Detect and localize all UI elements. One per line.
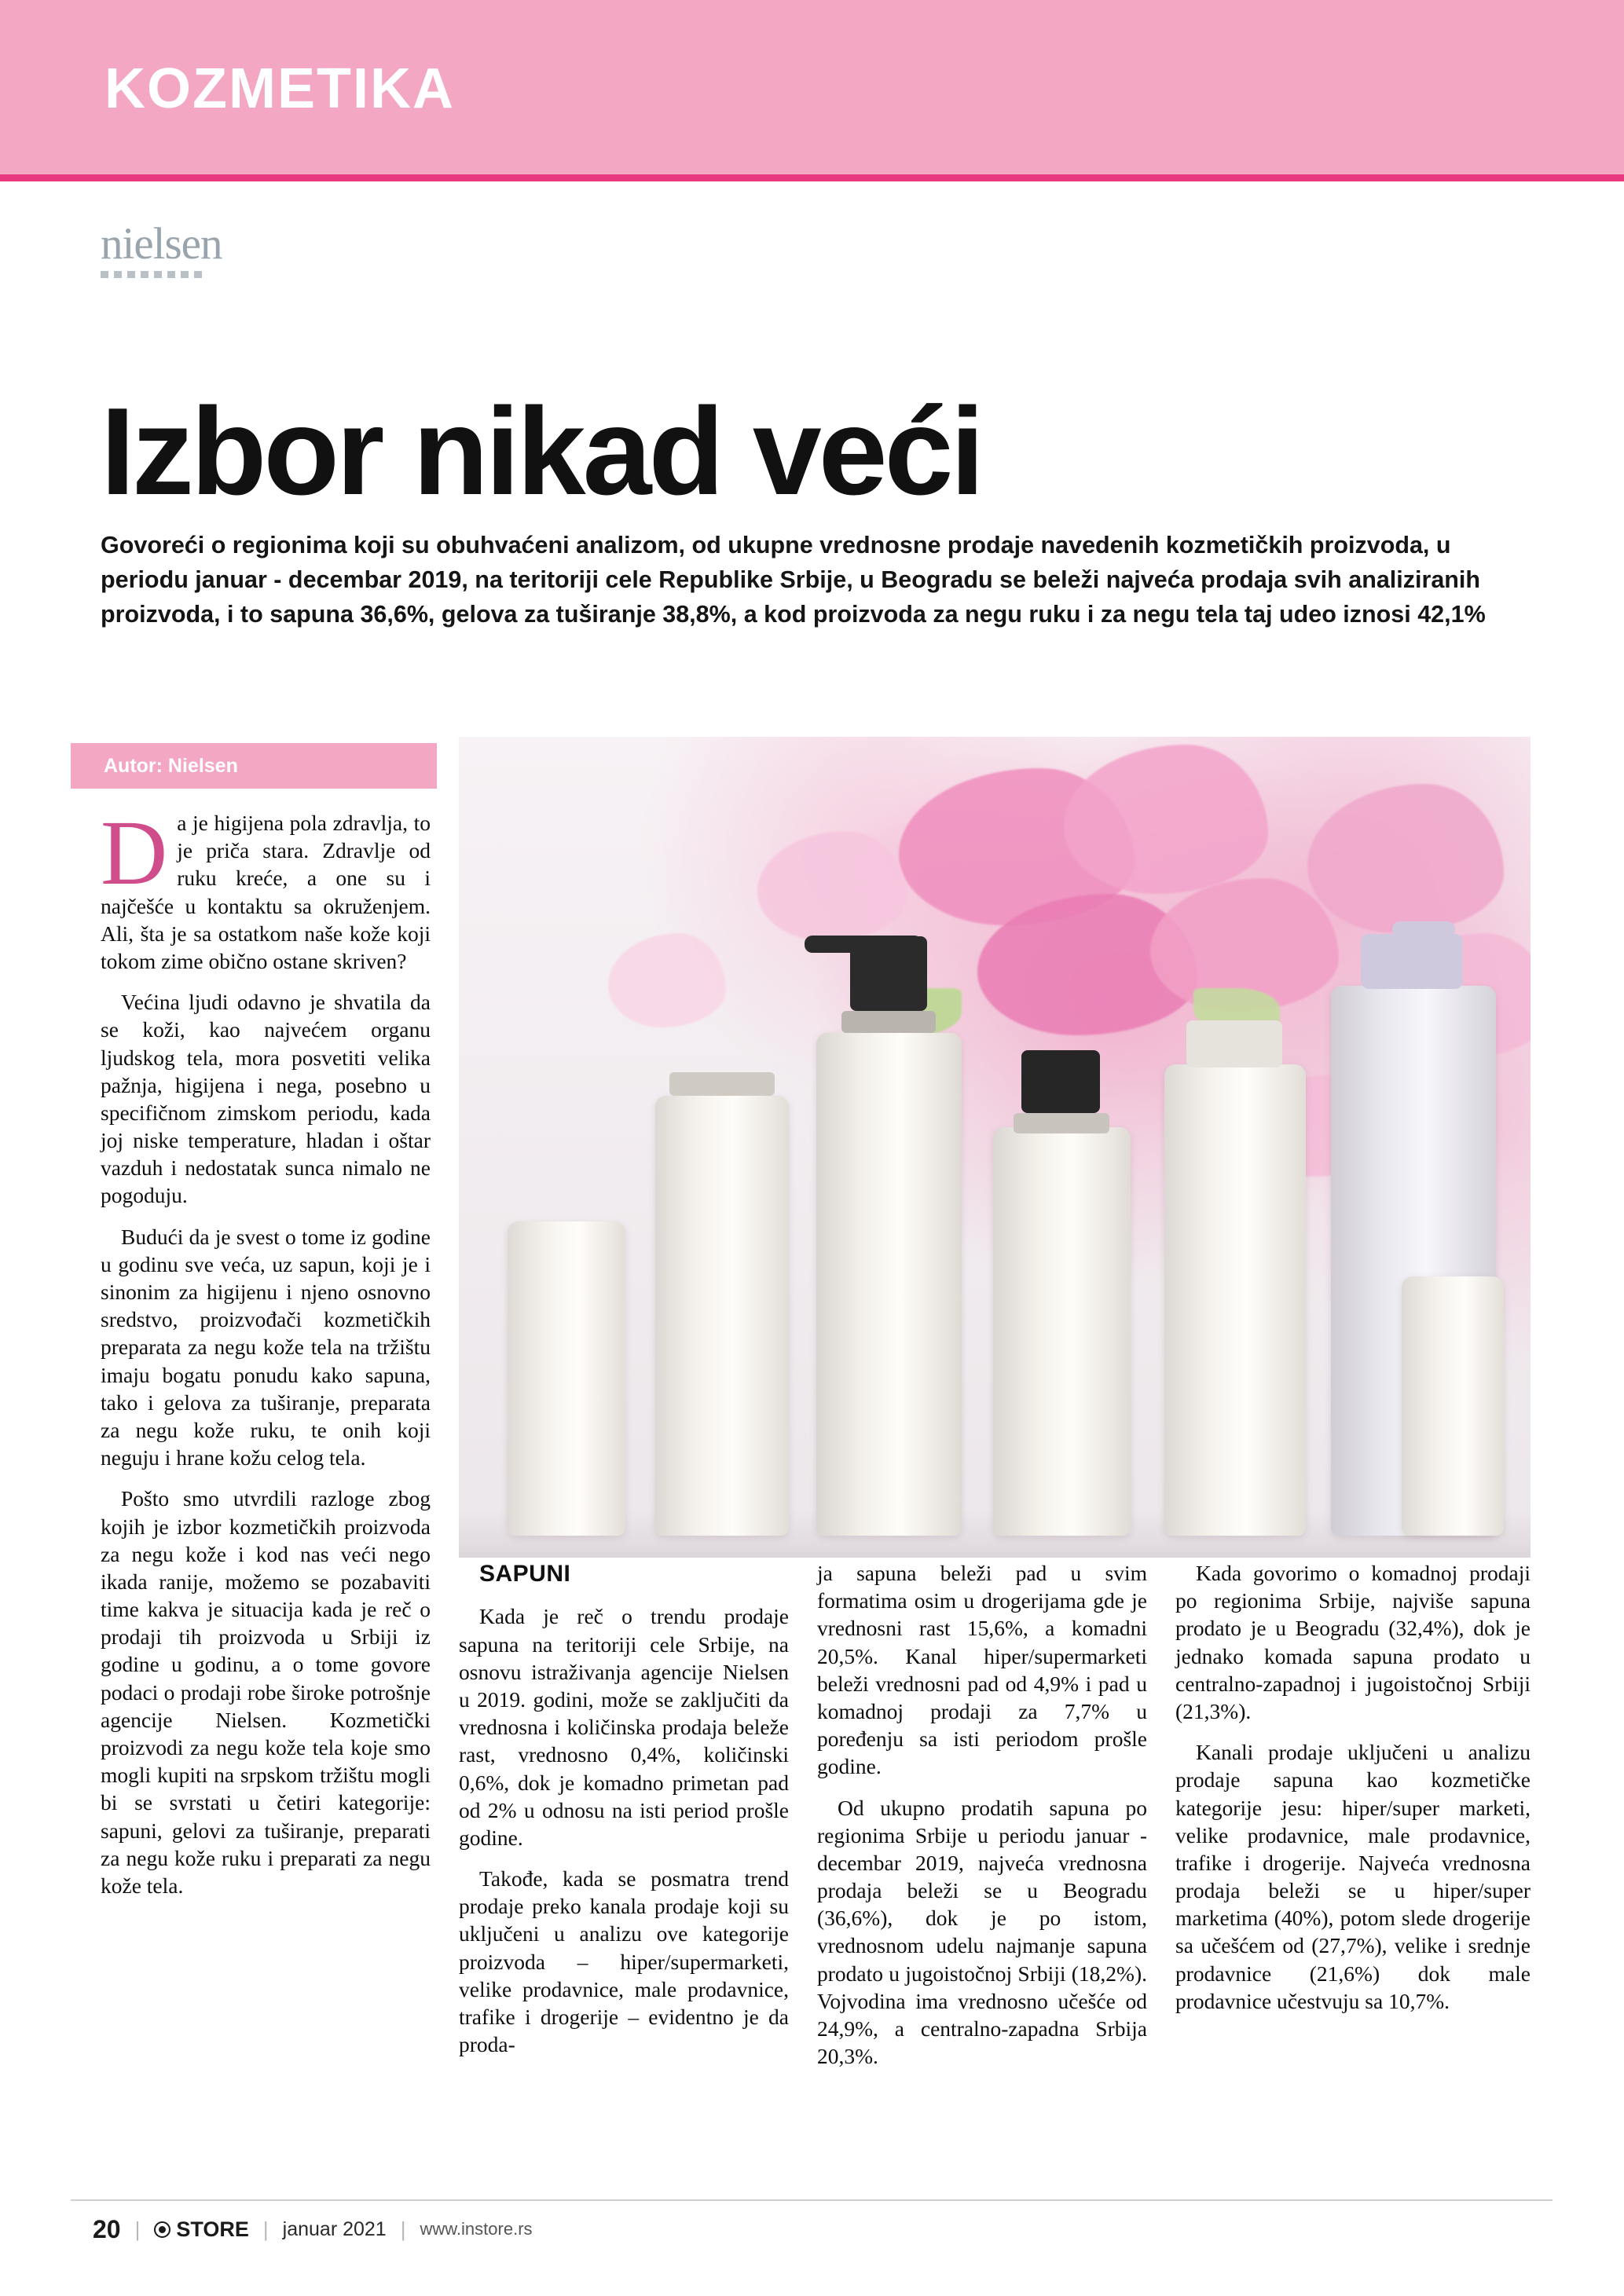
col2-paragraph-1: Kada je reč o trendu prodaje sapuna na teritoriji cele Srbije, na osnovu istraživanja agencije Nielsen u 2019. godini, može se zaključiti da vrednosna i količinska prodaja beleže rast, vrednosno 0,4%, količinski 0,6%, dok je komadno primetan pad od 2% u odnosu na isti period prošle godine. [459,1604,789,1850]
drop-cap: D [101,801,168,904]
issue-date: januar 2021 [282,2217,387,2240]
website-url: www.instore.rs [420,2219,533,2239]
nielsen-logo-text: nielsen [101,219,222,269]
nielsen-logo-dots [101,271,313,278]
intro-paragraph-4: Pošto smo utvrdili razloge zbog kojih je izbor kozmetičkih proizvoda za negu kože i kod nas veći nego ikada ranije, možemo se pozabaviti time kakva je situacija kada je reč o prodaji tih proizvoda u Srbiji iz godine u godinu, a o tome govore podaci o prodaji robe široke potrošnje agencije Nielsen. Kozmetički proizvodi za negu kože tela koje smo mogli kupiti na srpskom tržištu mogli bi se svrstati u četiri kategorije: sapuni, gelovi za tuširanje, preparati za negu kože ruku i preparati za negu kože tela. [101,1486,431,1898]
page-footer [93,2209,533,2250]
body-column-4 [1175,1559,1531,2028]
footer-divider [71,2199,1553,2201]
footer-separator-1: | [134,2217,141,2241]
subheading-sapuni: SAPUNI [479,1561,571,1587]
intro-column [101,801,431,1913]
publication-name: STORE [176,2217,249,2241]
col4-paragraph-1: Kada govorimo o komadnoj prodaji po regionima Srbije, najviše sapuna prodato je u Beogradu (32,4%), dok je jednako komada sapuna prodato u centralno-zapadnoj i jugoistočnoj Srbiji (21,3%). [1175,1561,1531,1723]
col3-paragraph-1: ja sapuna beleži pad u svim formatima osim u drogerijama gde je vrednosni rast 15,6%, a komadni 20,5%. Kanal hiper/supermarketi beleži vrednosni pad od 4,9% i pad u komadnoj prodaji za 7,7% u poređenju sa isti periodom prošle godine. [817,1561,1147,1779]
author-badge [71,743,437,789]
page-number: 20 [93,2214,121,2243]
footer-separator-2: | [262,2217,269,2241]
body-column-2 [459,1559,789,2071]
section-label: KOZMETIKA [104,57,455,120]
store-mark-icon [154,2221,170,2238]
intro-paragraph-1: a je higijena pola zdravlja, to je priča stara. Zdravlje od ruku kreće, a one su i najčešće u kontaktu sa okruženjem. Ali, šta je sa ostatkom naše kože koji tokom zime obično ostane skriven? [101,811,431,973]
col2-paragraph-2: Takođe, kada se posmatra trend prodaje preko kanala prodaje koji su uključeni u analizu ove kategorije proizvoda – hiper/supermarketi, velike prodavnice, male prodavnice, trafike i drogerije – evidentno je da proda- [459,1866,789,2057]
nielsen-logo [101,219,313,276]
footer-separator-3: | [400,2217,406,2241]
author-label: Autor: Nielsen [104,755,238,777]
article-deck: Govoreći o regionima koji su obuhvaćeni analizom, od ukupne vrednosne prodaje navedenih kozmetičkih proizvoda, u periodu januar - decembar 2019, na teritoriji cele Republike Srbije, u Beogradu se beleži najveća prodaja svih analiziranih proizvoda, i to sapuna 36,6%, gelova za tuširanje 38,8%, a kod proizvoda za negu ruku i za negu tela taj udeo iznosi 42,1% [101,532,1486,628]
page-title: Izbor nikad veći [101,382,982,521]
col3-paragraph-2: Od ukupno prodatih sapuna po regionima Srbije u periodu januar - decembar 2019, najveća vrednosna prodaja beleži se u Beogradu (36,6%), dok je po istom, vrednosnom udelu najmanje sapuna prodato u jugoistočnoj Srbiji (18,2%). Vojvodina ima vrednosno učešće od 24,9%, a centralno-zapadna Srbija 20,3%. [817,1795,1147,2069]
publication-logo [154,2217,249,2242]
intro-paragraph-2: Većina ljudi odavno je shvatila da se koži, kao najvećem organu ljudskog tela, mora posvetiti velika pažnja, higijena i nega, posebno u specifičnom zimskom periodu, kada joj niske temperature, hladan i oštar vazduh i nedostatak sunca nimalo ne pogoduju. [101,990,431,1208]
body-column-3 [817,1559,1147,2083]
banner-accent-rule [0,174,1624,181]
col4-paragraph-2: Kanali prodaje uključeni u analizu prodaje sapuna kao kozmetičke kategorije jesu: hiper/super marketi, velike prodavnice, male prodavnice, trafike i drogerije. Najveća vrednosna prodaja beleži se u hiper/super marketima (40%), potom slede drogerije sa učešćem od (27,7%), velike i srednje prodavnice (21,6%) dok male prodavnice učestvuju sa 10,7%. [1175,1740,1531,2013]
intro-paragraph-3: Budući da je svest o tome iz godine u godinu sve veća, uz sapun, koji je i sinonim za higijenu i njeno osnovno sredstvo, proizvođači kozmetičkih preparata za negu kože tela na tržištu imaju bogatu ponudu kako sapuna, tako i gelova za tuširanje, preparata za negu kože ruku, te onih koji neguju i hrane kožu celog tela. [101,1224,431,1470]
article-photo [459,737,1531,1558]
